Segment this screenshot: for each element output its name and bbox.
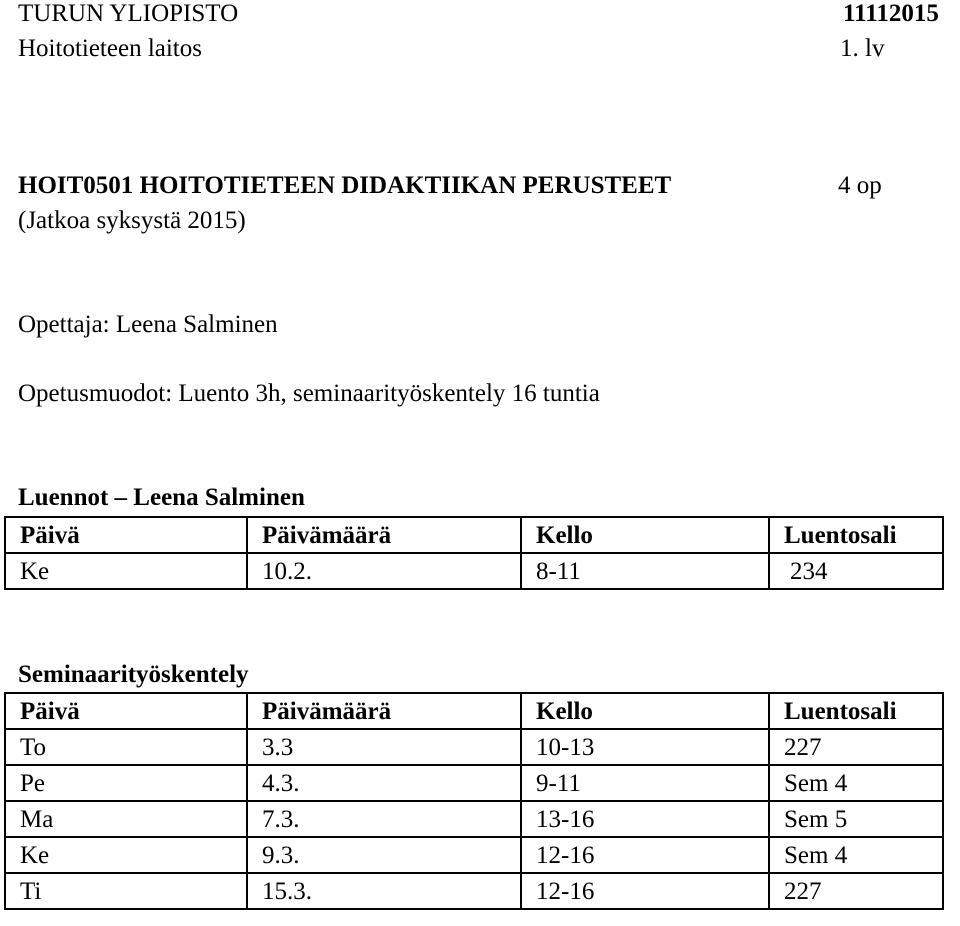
column-header: Päivä bbox=[5, 517, 247, 553]
room-cell: 234 bbox=[769, 553, 943, 589]
column-header: Luentosali bbox=[769, 517, 943, 553]
table-row bbox=[5, 873, 943, 909]
date-cell: 4.3. bbox=[247, 765, 521, 801]
time-cell: 12-16 bbox=[521, 837, 769, 873]
seminars-table bbox=[4, 692, 944, 910]
column-header: Kello bbox=[521, 693, 769, 729]
date-cell: 9.3. bbox=[247, 837, 521, 873]
time-cell: 9-11 bbox=[521, 765, 769, 801]
room-cell: Sem 5 bbox=[769, 801, 943, 837]
teaching-methods-line: Opetusmuodot: Luento 3h, seminaarityöskentely 16 tuntia bbox=[18, 380, 600, 407]
date-cell: 7.3. bbox=[247, 801, 521, 837]
column-header: Kello bbox=[521, 517, 769, 553]
column-header: Päivämäärä bbox=[247, 517, 521, 553]
document-code: 11112015 bbox=[843, 0, 939, 27]
room-cell: Sem 4 bbox=[769, 765, 943, 801]
room-cell: 227 bbox=[769, 873, 943, 909]
day-cell: Ke bbox=[5, 837, 247, 873]
column-header: Päivä bbox=[5, 693, 247, 729]
day-cell: Ti bbox=[5, 873, 247, 909]
lectures-header-row bbox=[5, 517, 943, 553]
table-row bbox=[5, 837, 943, 873]
date-cell: 15.3. bbox=[247, 873, 521, 909]
university-name: TURUN YLIOPISTO bbox=[18, 0, 239, 27]
table-row bbox=[5, 729, 943, 765]
day-cell: Pe bbox=[5, 765, 247, 801]
date-cell: 10.2. bbox=[247, 553, 521, 589]
table-row bbox=[5, 801, 943, 837]
seminars-header-row bbox=[5, 693, 943, 729]
course-title: HOIT0501 HOITOTIETEEN DIDAKTIIKAN PERUSTEET bbox=[18, 172, 672, 199]
time-cell: 10-13 bbox=[521, 729, 769, 765]
day-cell: Ma bbox=[5, 801, 247, 837]
course-credits: 4 op bbox=[838, 172, 882, 199]
course-continuation: (Jatkoa syksystä 2015) bbox=[18, 207, 246, 234]
department-name: Hoitotieteen laitos bbox=[18, 35, 202, 62]
date-cell: 3.3 bbox=[247, 729, 521, 765]
column-header: Luentosali bbox=[769, 693, 943, 729]
study-year: 1. lv bbox=[840, 35, 885, 62]
room-cell: 227 bbox=[769, 729, 943, 765]
time-cell: 13-16 bbox=[521, 801, 769, 837]
teacher-line: Opettaja: Leena Salminen bbox=[18, 311, 278, 338]
time-cell: 8-11 bbox=[521, 553, 769, 589]
day-cell: To bbox=[5, 729, 247, 765]
table-row bbox=[5, 765, 943, 801]
seminars-heading: Seminaarityöskentely bbox=[18, 661, 249, 688]
column-header: Päivämäärä bbox=[247, 693, 521, 729]
lectures-table bbox=[4, 516, 944, 590]
table-row bbox=[5, 553, 943, 589]
day-cell: Ke bbox=[5, 553, 247, 589]
lectures-heading: Luennot – Leena Salminen bbox=[18, 484, 305, 511]
room-cell: Sem 4 bbox=[769, 837, 943, 873]
time-cell: 12-16 bbox=[521, 873, 769, 909]
